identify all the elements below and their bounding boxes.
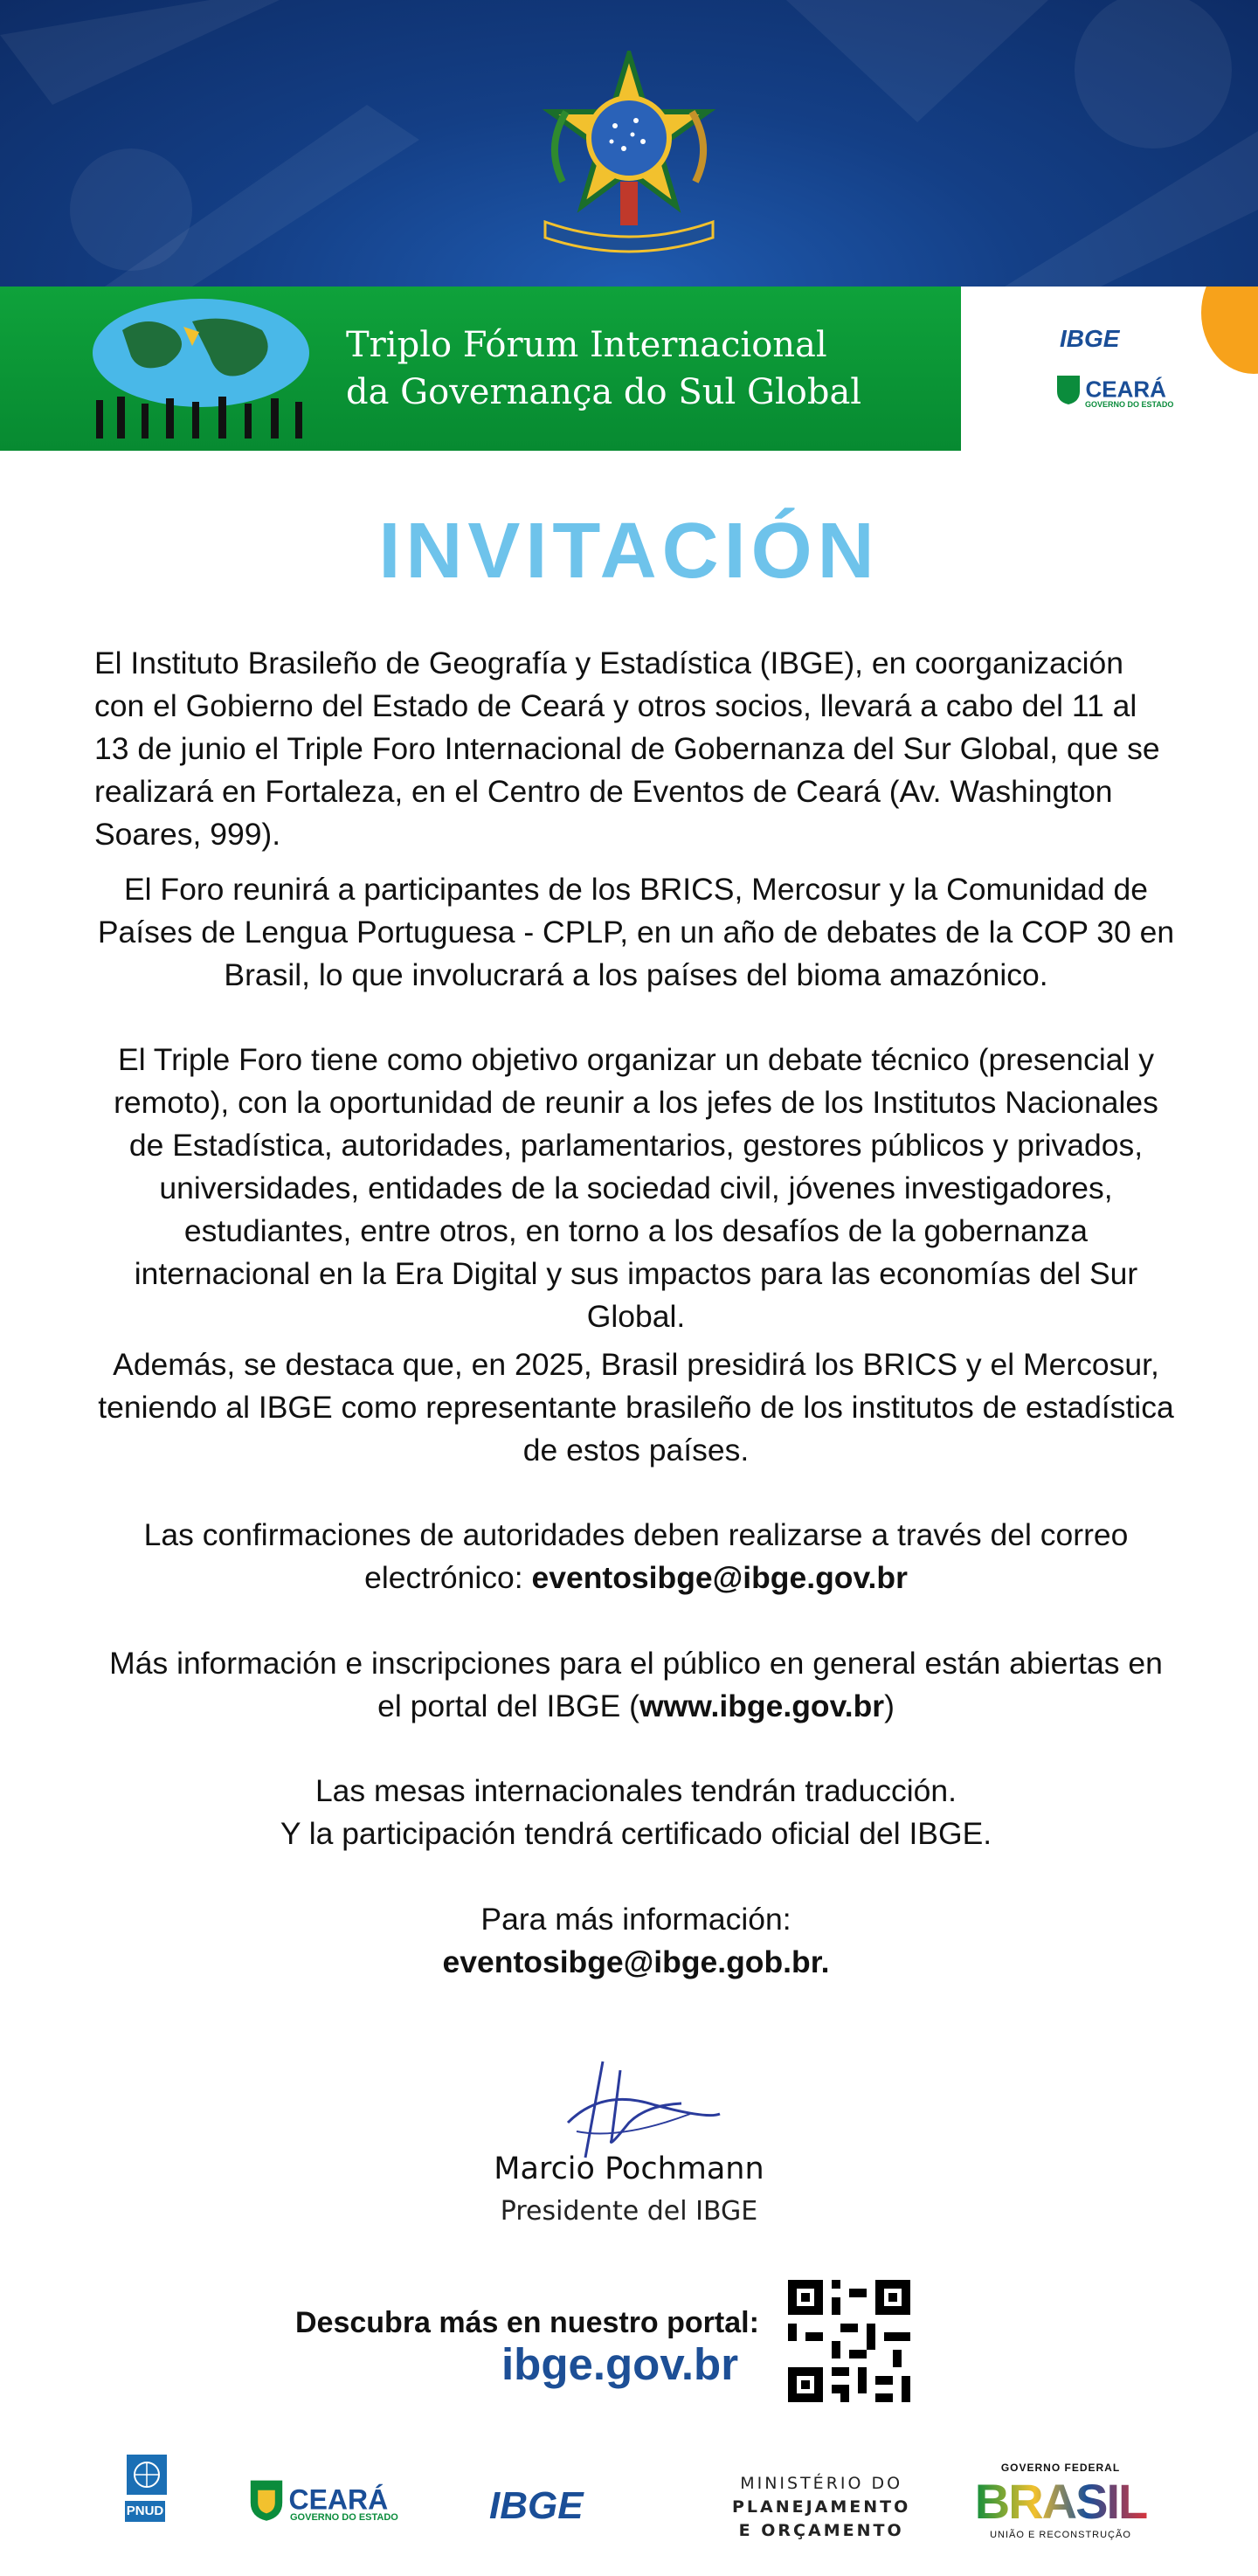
banner-title-line1: Triplo Fórum Internacional xyxy=(346,325,827,365)
ceara-small-sub: GOVERNO DO ESTADO xyxy=(1085,400,1174,409)
ibge-logo: IBGE xyxy=(489,2484,584,2527)
coat-of-arms-icon xyxy=(528,51,730,260)
paragraph-confirmations xyxy=(94,1514,1178,1599)
world-map-icon xyxy=(87,295,314,444)
event-banner xyxy=(0,287,1258,451)
un-emblem-icon xyxy=(127,2455,167,2495)
contact-line: Para más información: xyxy=(480,1902,791,1937)
paragraph-participants: El Foro reunirá a participantes de los BRICS, Mercosur y la Comunidad de Países de Lengua Portuguesa - CPLP, en un año de debates de la COP 30 en Brasil, lo que involucrará a los países del bioma amazónico. xyxy=(97,872,1175,992)
ministry-line3: E ORÇAMENTO xyxy=(738,2521,904,2540)
registration-text: Más información e inscripciones para el público en general están abiertas en el portal del IBGE ( xyxy=(109,1646,1163,1723)
ceara-shield-icon xyxy=(248,2477,285,2523)
ministry-line1: MINISTÉRIO DO xyxy=(740,2474,903,2493)
hero-background xyxy=(0,0,1258,287)
signer-name: Marcio Pochmann xyxy=(494,2151,764,2186)
contact-email-link[interactable]: eventosibge@ibge.gob.br. xyxy=(442,1944,830,1979)
handwritten-signature xyxy=(550,2053,725,2166)
paragraph-presidency: Además, se destaca que, en 2025, Brasil presidirá los BRICS y el Mercosur, teniendo al IBGE como representante brasileño de los institutos de estadística de estos países. xyxy=(98,1347,1174,1468)
gov-federal-logo xyxy=(973,2462,1148,2540)
confirmations-text: Las confirmaciones de autoridades deben realizarse a través del correo electrónico: xyxy=(143,1517,1129,1595)
banner-title-line2: da Governança do Sul Global xyxy=(346,372,862,412)
portal-link[interactable]: www.ibge.gov.br xyxy=(639,1689,885,1723)
paragraph-registration xyxy=(94,1642,1178,1728)
paragraph-contact xyxy=(94,1898,1178,1984)
page-title: INVITACIÓN xyxy=(378,508,880,595)
ceara-shield-icon xyxy=(1055,374,1082,405)
confirmation-email-link[interactable]: eventosibge@ibge.gov.br xyxy=(531,1560,908,1595)
footer-logos xyxy=(0,2455,1258,2559)
ceara-sub: GOVERNO DO ESTADO xyxy=(290,2512,398,2523)
translation-line1: Las mesas internacionales tendrán traducción. xyxy=(314,1773,957,1808)
ceara-logo-small xyxy=(1055,374,1173,409)
translation-line2: Y la participación tendrá certificado oficial del IBGE. xyxy=(280,1816,992,1851)
ministry-logo xyxy=(732,2472,910,2543)
ibge-logo-small: IBGE xyxy=(1060,325,1120,352)
ceara-small-label: CEARÁ xyxy=(1085,376,1166,403)
banner-title xyxy=(346,321,861,416)
paragraph-objective: El Triple Foro tiene como objetivo organizar un debate técnico (presencial y remoto), con la oportunidad de reunir a los jefes de los Institutos Nacionales de Estadística, autoridades, parlamentarios, gestores públicos y privados, universidades, entidades de la sociedad civil, jóvenes investigadores, estudiantes, entre otros, en torno a los desafíos de la gobernanza internacional en la Era Digital y sus impactos para las economías del Sur Global. xyxy=(114,1042,1158,1334)
ceara-logo xyxy=(248,2477,398,2523)
ceara-label: CEARÁ xyxy=(288,2483,389,2516)
gov-federal-brasil: BRASIL xyxy=(974,2474,1147,2529)
paragraph-translation xyxy=(94,1770,1178,1855)
paragraph-intro: El Instituto Brasileño de Geografía y Estadística (IBGE), en coorganización con el Gobierno del Estado de Ceará y otros socios, llevará a cabo del 11 al 13 de junio el Triple Foro Internacional de Gobernanza del Sur Global, que se realizará en Fortaleza, en el Centro de Eventos de Ceará (Av. Washington Soares, 999). xyxy=(94,646,1160,852)
ministry-line2: PLANEJAMENTO xyxy=(732,2497,911,2517)
portal-url-link[interactable]: ibge.gov.br xyxy=(501,2339,739,2389)
gov-federal-bottom: UNIÃO E RECONSTRUÇÃO xyxy=(990,2530,1131,2540)
signer-role: Presidente del IBGE xyxy=(500,2196,758,2227)
gov-federal-top: GOVERNO FEDERAL xyxy=(1000,2462,1121,2474)
undp-logo xyxy=(125,2455,169,2522)
qr-code[interactable] xyxy=(788,2280,910,2402)
registration-close: ) xyxy=(884,1689,895,1723)
portal-label: Descubra más en nuestro portal: xyxy=(295,2306,759,2339)
undp-label: PNUD xyxy=(125,2501,165,2522)
